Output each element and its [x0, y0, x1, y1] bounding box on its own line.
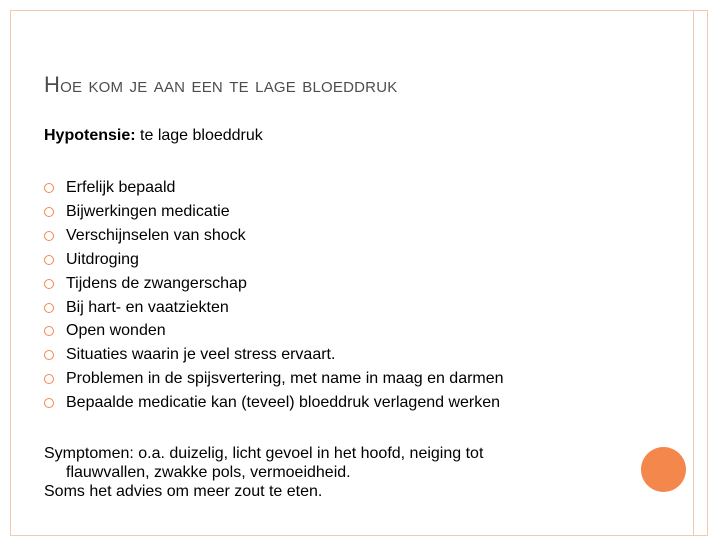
list-item — [44, 391, 664, 415]
slide-subtitle — [44, 127, 263, 145]
decorative-orange-circle — [641, 447, 686, 492]
list-item — [44, 200, 664, 224]
bullet-icon — [44, 398, 54, 408]
bullet-icon — [44, 207, 54, 217]
slide-title: Hoe kom je aan een te lage bloeddruk — [44, 72, 398, 97]
causes-list — [44, 176, 664, 415]
bullet-icon — [44, 326, 54, 336]
advice-text: Soms het advies om meer zout te eten. — [44, 483, 323, 500]
symptoms-line-1: Symptomen: o.a. duizelig, licht gevoel in het hoofd, neiging tot — [44, 445, 484, 462]
list-item-text: Bij hart- en vaatziekten — [66, 298, 229, 316]
list-item — [44, 296, 664, 320]
slide-border-line — [693, 10, 694, 536]
list-item-text: Uitdroging — [66, 250, 139, 268]
list-item — [44, 248, 664, 272]
subtitle-bold-term: Hypotensie: — [44, 127, 136, 144]
list-item — [44, 319, 664, 343]
list-item-text: Tijdens de zwangerschap — [66, 274, 247, 292]
bullet-icon — [44, 374, 54, 384]
list-item — [44, 343, 664, 367]
list-item — [44, 367, 664, 391]
symptoms-paragraph — [44, 444, 644, 501]
list-item-text: Open wonden — [66, 322, 166, 340]
list-item-text: Erfelijk bepaald — [66, 179, 176, 196]
list-item-text: Bepaalde medicatie kan (teveel) bloeddruk verlagend werken — [66, 394, 501, 412]
list-item — [44, 176, 664, 200]
bullet-icon — [44, 255, 54, 265]
list-item-text: Problemen in de spijsvertering, met name in maag en darmen — [66, 370, 504, 388]
list-item — [44, 272, 664, 296]
bullet-icon — [44, 231, 54, 241]
bullet-icon — [44, 279, 54, 289]
subtitle-rest: te lage bloeddruk — [135, 127, 263, 144]
list-item-text: Situaties waarin je veel stress ervaart. — [66, 346, 336, 364]
list-item — [44, 224, 664, 248]
list-item-text: Bijwerkingen medicatie — [66, 202, 230, 220]
bullet-icon — [44, 303, 54, 313]
symptoms-line-2: flauwvallen, zwakke pols, vermoeidheid. — [66, 464, 351, 481]
list-item-text: Verschijnselen van shock — [66, 226, 246, 244]
bullet-icon — [44, 183, 54, 193]
bullet-icon — [44, 350, 54, 360]
